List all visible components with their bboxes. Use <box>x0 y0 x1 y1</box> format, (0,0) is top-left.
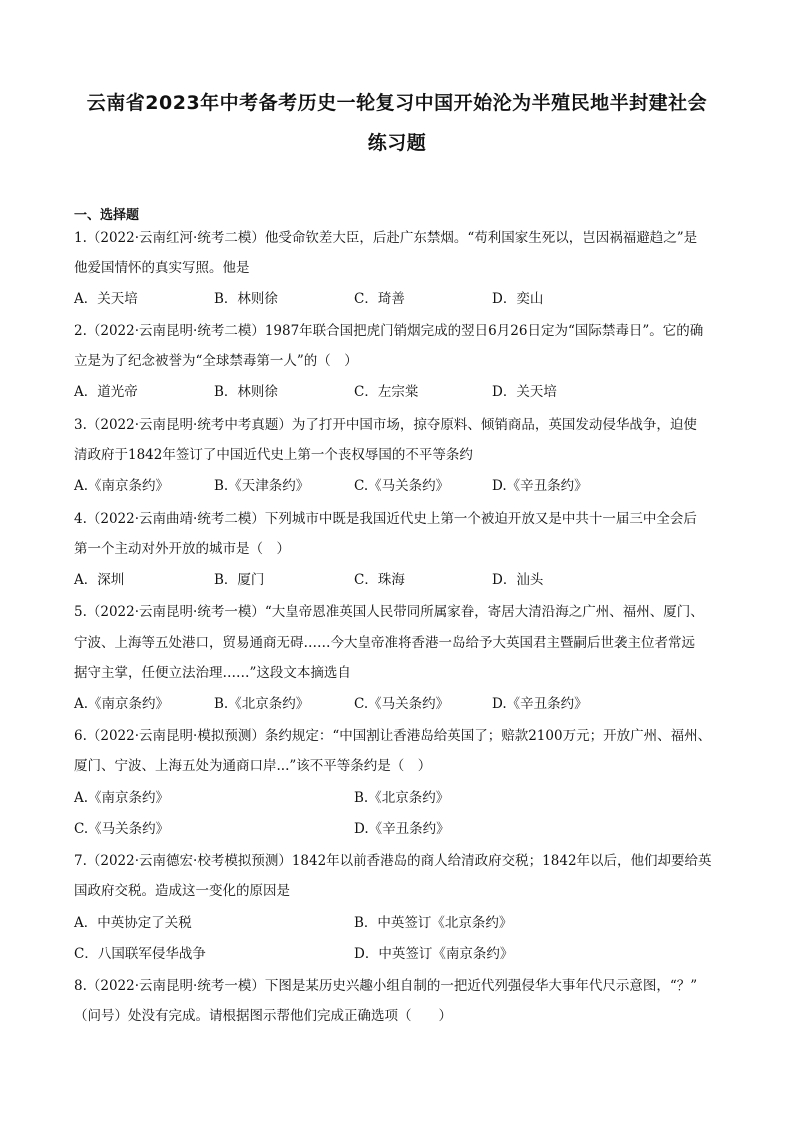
question-7-option-c: C．八国联军侵华战争 <box>74 946 206 962</box>
question-6-option-c: C.《马关条约》 <box>74 821 170 837</box>
question-8-stem-line1: 8.（2022·云南昆明·统考一模）下图是某历史兴趣小组自制的一把近代列强侵华大事年代尺示意图，“？” <box>74 978 698 994</box>
document-title-line2: 练习题 <box>367 132 427 154</box>
question-2-option-b: B．林则徐 <box>214 384 278 400</box>
question-3-option-a: A.《南京条约》 <box>74 478 170 494</box>
question-1-stem-line1: 1.（2022·云南红河·统考二模）他受命钦差大臣，后赴广东禁烟。“苟利国家生死以，岂因祸福避趋之”是 <box>74 230 698 246</box>
question-6-option-b: B.《北京条约》 <box>354 790 450 806</box>
question-5-stem-line3: 据守主掌，任便立法治理……”这段文本摘选自 <box>74 665 351 681</box>
question-5-option-c: C.《马关条约》 <box>354 696 450 712</box>
question-5-stem-line1: 5.（2022·云南昆明·统考一模）“大皇帝恩准英国人民带同所属家眷，寄居大清沿海之广州、福州、厦门、 <box>74 604 704 620</box>
question-6-stem-line2: 厦门、宁波、上海五处为通商口岸...”该不平等条约是（ ） <box>74 758 432 774</box>
question-3-option-c: C.《马关条约》 <box>354 478 450 494</box>
question-4-option-a: A．深圳 <box>74 572 125 588</box>
question-4-stem-line1: 4.（2022·云南曲靖·统考二模）下列城市中既是我国近代史上第一个被迫开放又是中共十一届三中全会后 <box>74 511 697 527</box>
question-2-option-d: D．关天培 <box>492 384 557 400</box>
question-6-option-d: D.《辛丑条约》 <box>354 821 450 837</box>
question-7-option-d: D．中英签订《南京条约》 <box>354 946 514 962</box>
question-1-stem-line2: 他爱国情怀的真实写照。他是 <box>74 260 250 276</box>
question-1-option-c: C．琦善 <box>354 291 405 307</box>
question-2-stem-line1: 2.（2022·云南昆明·统考二模）1987年联合国把虎门销烟完成的翌日6月26日定为“国际禁毒日”。它的确 <box>74 323 704 339</box>
question-3-option-b: B.《天津条约》 <box>214 478 310 494</box>
document-title-line1: 云南省2023年中考备考历史一轮复习中国开始沦为半殖民地半封建社会 <box>86 92 708 114</box>
question-6-stem-line1: 6.（2022·云南昆明·模拟预测）条约规定：“中国割让香港岛给英国了；赔款2100万元；开放广州、福州、 <box>74 728 712 744</box>
question-2-option-c: C．左宗棠 <box>354 384 419 400</box>
question-3-stem-line2: 清政府于1842年签订了中国近代史上第一个丧权辱国的不平等条约 <box>74 447 473 463</box>
question-1-option-a: A．关天培 <box>74 291 138 307</box>
question-4-stem-line2: 第一个主动对外开放的城市是（ ） <box>74 541 290 557</box>
question-3-stem-line1: 3.（2022·云南昆明·统考中考真题）为了打开中国市场，掠夺原料、倾销商品，英国发动侵华战争，迫使 <box>74 417 697 433</box>
question-4-option-c: C．珠海 <box>354 572 405 588</box>
question-6-option-a: A.《南京条约》 <box>74 790 170 806</box>
question-7-option-a: A．中英协定了关税 <box>74 915 192 931</box>
question-1-option-d: D．奕山 <box>492 291 544 307</box>
question-4-option-d: D．汕头 <box>492 572 544 588</box>
question-7-stem-line1: 7.（2022·云南德宏·校考模拟预测）1842年以前香港岛的商人给清政府交税；1842年以后，他们却要给英 <box>74 853 712 869</box>
question-7-stem-line2: 国政府交税。造成这一变化的原因是 <box>74 883 290 899</box>
question-5-option-b: B.《北京条约》 <box>214 696 310 712</box>
question-1-option-b: B．林则徐 <box>214 291 278 307</box>
question-2-stem-line2: 立是为了纪念被誉为“全球禁毒第一人”的（ ） <box>74 353 358 369</box>
question-5-option-d: D.《辛丑条约》 <box>492 696 588 712</box>
question-2-option-a: A．道光帝 <box>74 384 138 400</box>
question-7-option-b: B．中英签订《北京条约》 <box>354 915 513 931</box>
question-5-option-a: A.《南京条约》 <box>74 696 170 712</box>
question-4-option-b: B．厦门 <box>214 572 265 588</box>
question-3-option-d: D.《辛丑条约》 <box>492 478 588 494</box>
question-8-stem-line2: （问号）处没有完成。请根据图示帮他们完成正确选项（ ） <box>74 1008 452 1024</box>
section-heading: 一、选择题 <box>74 208 140 223</box>
question-5-stem-line2: 宁波、上海等五处港口，贸易通商无碍……今大皇帝准将香港一岛给予大英国君主暨嗣后世袭主位者常远 <box>74 635 695 651</box>
